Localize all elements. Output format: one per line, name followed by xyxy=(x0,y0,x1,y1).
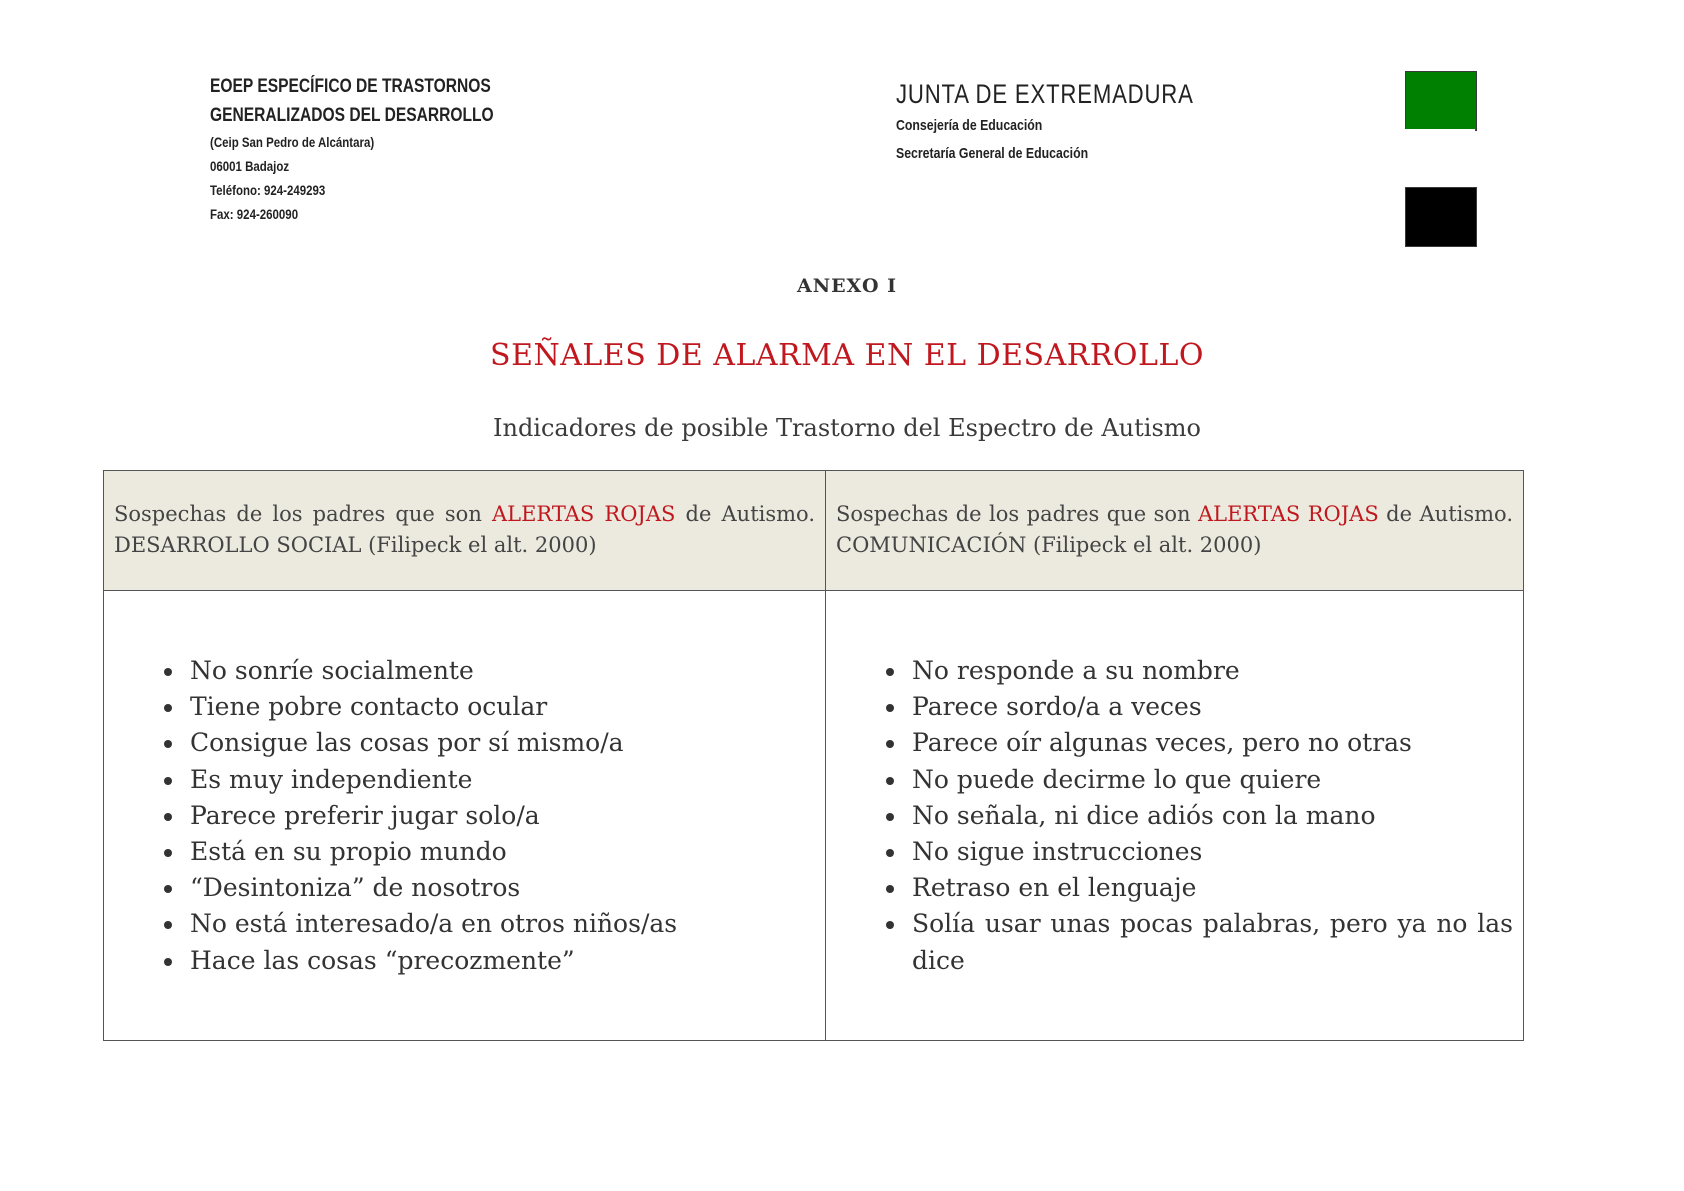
list-item: • Es muy independiente xyxy=(186,762,815,798)
document-subtitle: Indicadores de posible Trastorno del Espectro de Autismo xyxy=(493,414,1201,442)
list-item: • Tiene pobre contacto ocular xyxy=(186,689,815,725)
social-column-header: Sospechas de los padres que son ALERTAS ROJAS de Autismo. DESARROLLO SOCIAL (Filipeck el alt. 2000) xyxy=(104,471,826,591)
office-name-line2: GENERALIZADOS DEL DESARROLLO xyxy=(210,105,494,126)
institution-name: JUNTA DE EXTREMADURA xyxy=(896,79,1194,109)
flag-stripe-green xyxy=(1405,71,1477,131)
institution-secretariat: Secretaría General de Educación xyxy=(896,145,1089,162)
office-fax: Fax: 924-260090 xyxy=(210,206,299,222)
office-phone: Teléfono: 924-249293 xyxy=(210,182,326,198)
institution-header xyxy=(896,76,1224,168)
communication-indicators-cell xyxy=(826,591,1524,1041)
office-header xyxy=(210,72,554,226)
list-item: • “Desintoniza” de nosotros xyxy=(186,870,815,906)
list-item: • Está en su propio mundo xyxy=(186,834,815,870)
list-item: • No puede decirme lo que quiere xyxy=(908,762,1513,798)
institution-department: Consejería de Educación xyxy=(896,117,1043,134)
office-school: (Ceip San Pedro de Alcántara) xyxy=(210,134,375,150)
list-item: • No señala, ni dice adiós con la mano xyxy=(908,798,1513,834)
list-item: • Hace las cosas “precozmente” xyxy=(186,943,815,979)
list-item: • No responde a su nombre xyxy=(908,653,1513,689)
communication-column-header: Sospechas de los padres que son ALERTAS ROJAS de Autismo. COMUNICACIÓN (Filipeck el alt. 2000) xyxy=(826,471,1524,591)
list-item: • Solía usar unas pocas palabras, pero ya no las dice xyxy=(908,906,1513,978)
flag-stripe-black xyxy=(1405,187,1477,247)
alerts-table xyxy=(103,470,1524,1041)
communication-indicators-list xyxy=(826,653,1513,979)
annex-label: ANEXO I xyxy=(796,275,898,297)
list-item: • No sonríe socialmente xyxy=(186,653,815,689)
list-item: • No está interesado/a en otros niños/as xyxy=(186,906,815,942)
social-indicators-cell xyxy=(104,591,826,1041)
list-item: • Retraso en el lenguaje xyxy=(908,870,1513,906)
list-item: • Consigue las cosas por sí mismo/a xyxy=(186,725,815,761)
list-item: • No sigue instrucciones xyxy=(908,834,1513,870)
office-postal: 06001 Badajoz xyxy=(210,158,290,174)
red-alert-label: ALERTAS ROJAS xyxy=(1197,502,1379,526)
document-title: SEÑALES DE ALARMA EN EL DESARROLLO xyxy=(490,338,1204,373)
list-item: • Parece preferir jugar solo/a xyxy=(186,798,815,834)
social-indicators-list xyxy=(104,653,815,979)
list-item: • Parece sordo/a a veces xyxy=(908,689,1513,725)
red-alert-label: ALERTAS ROJAS xyxy=(491,502,676,526)
list-item: • Parece oír algunas veces, pero no otras xyxy=(908,725,1513,761)
office-name-line1: EOEP ESPECÍFICO DE TRASTORNOS xyxy=(210,76,491,97)
flag-stripe-white xyxy=(1405,129,1475,187)
